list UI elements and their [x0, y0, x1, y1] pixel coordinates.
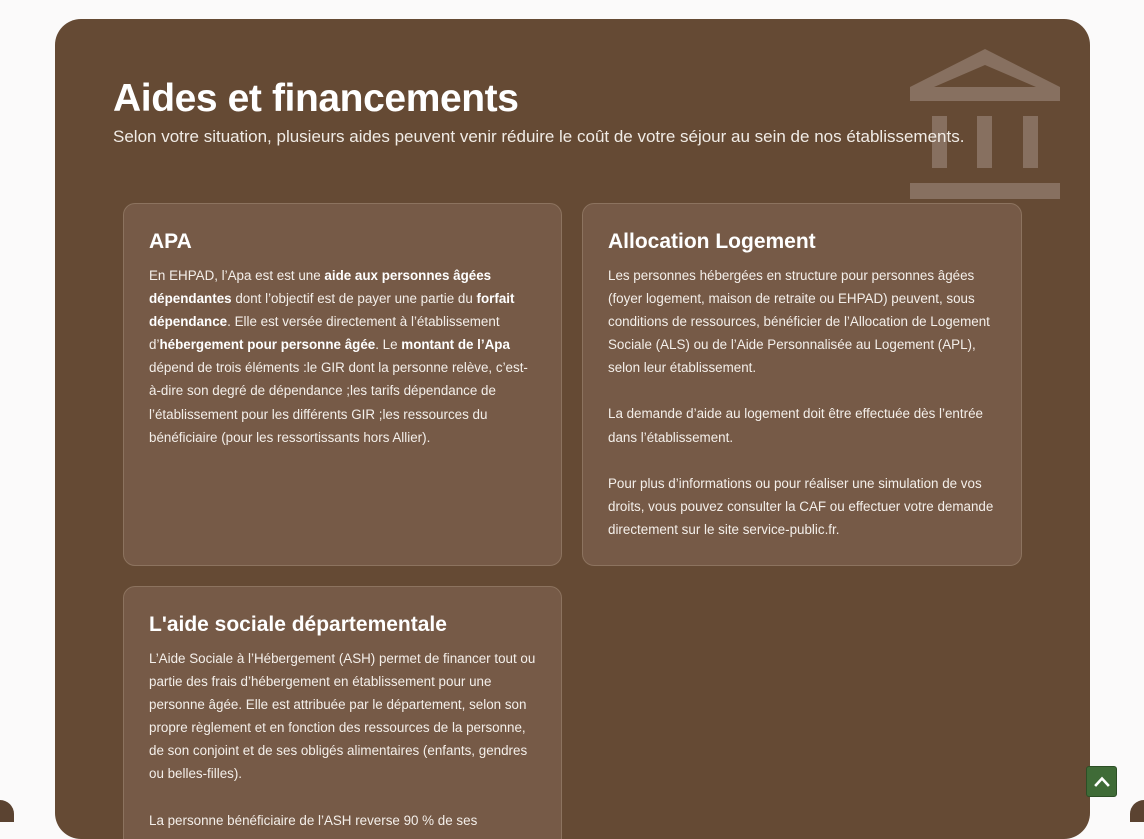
text-run-bold: aide aux personnes âgées dépendantes: [149, 268, 492, 307]
text-run: . Le: [375, 337, 402, 353]
card-title: APA: [149, 230, 192, 253]
card-title: L'aide sociale départementale: [149, 613, 447, 636]
bank-building-icon: [910, 49, 1060, 199]
scroll-to-top-button[interactable]: [1086, 766, 1117, 797]
card-paragraph: La demande d’aide au logement doit être effectuée dès l’entrée dans l’établissement.: [608, 406, 983, 445]
card-text: [149, 264, 536, 449]
card-aide-sociale: [123, 586, 562, 839]
aids-financing-section: [55, 19, 1090, 839]
card-paragraph: Les personnes hébergées en structure pour personnes âgées (foyer logement, maison de retraite ou EHPAD) peuvent, sous conditions de ressources, bénéficier de l’Allocation de Logement Sociale (ALS) ou de l’Aide Personnalisée au Logement (APL), selon leur établissement.: [608, 268, 990, 376]
text-run: dont l’objectif est de payer une partie du: [231, 291, 477, 307]
text-run: . Elle est versée directement à l’établissement d’: [149, 314, 500, 353]
page-frame-left: [0, 800, 14, 822]
card-allocation-logement: [582, 203, 1022, 566]
page-frame-right: [1130, 800, 1144, 822]
section-title: Aides et financements: [113, 77, 519, 120]
card-paragraph: L’Aide Sociale à l’Hébergement (ASH) permet de financer tout ou partie des frais d’hébergement en établissement pour une personne âgée. Elle est attribuée par le département, selon son propre règlement et en fonction des ressources de la personne, de son conjoint et de ses obligés alimentaires (enfants, gendres ou belles-filles).: [149, 651, 536, 782]
card-paragraph: Pour plus d’informations ou pour réaliser une simulation de vos droits, vous pouvez consulter la CAF ou effectuer votre demande directement sur le site service-public.fr.: [608, 475, 994, 537]
text-run-bold: montant de l’Apa: [401, 337, 510, 353]
section-subtitle: Selon votre situation, plusieurs aides peuvent venir réduire le coût de votre séjour au sein de nos établissements.: [113, 127, 965, 146]
text-run: dépend de trois éléments :le GIR dont la personne relève, c’est-à-dire son degré de dépendance ;les tarifs dépendance de l’établissement pour les différents GIR ;les ressources du bénéficiaire (pour les ressortissants hors Allier).: [149, 360, 528, 445]
card-apa: [123, 203, 562, 566]
text-run-bold: hébergement pour personne âgée: [159, 337, 376, 353]
card-title: Allocation Logement: [608, 230, 816, 253]
text-run: En EHPAD, l’Apa est est une: [149, 268, 325, 283]
card-paragraph: La personne bénéficiaire de l’ASH reverse 90 % de ses: [149, 812, 478, 828]
text-run-bold: forfait dépendance: [149, 291, 515, 330]
chevron-up-icon: [1093, 773, 1111, 791]
